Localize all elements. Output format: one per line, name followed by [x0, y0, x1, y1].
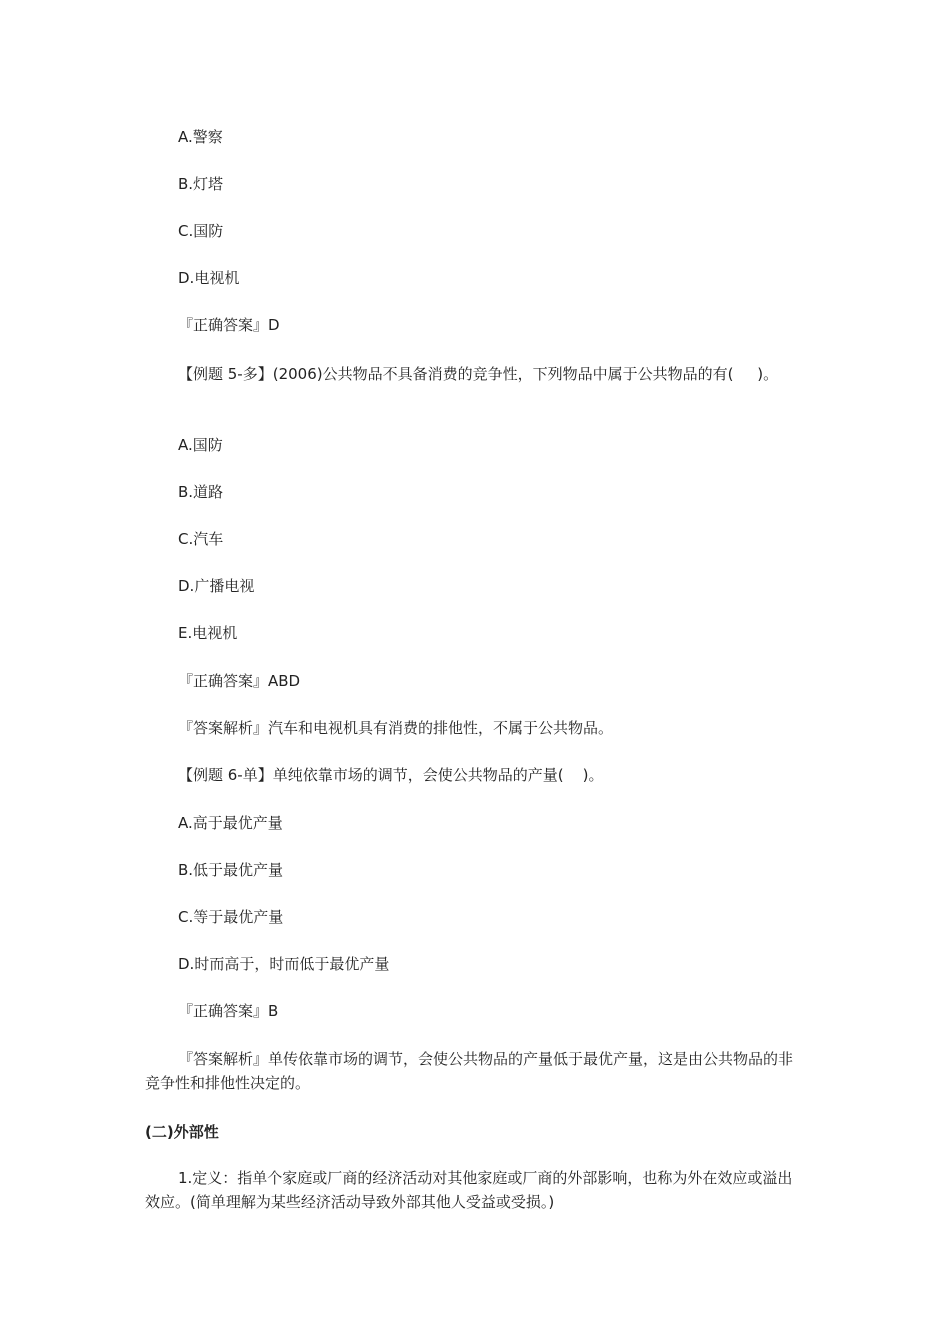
definition-paragraph: 1.定义：指单个家庭或厂商的经济活动对其他家庭或厂商的外部影响，也称为外在效应或溢出效应。(简单理解为某些经济活动导致外部其他人受益或受损。) [145, 1169, 793, 1211]
correct-answer: 『正确答案』D [178, 316, 280, 334]
option-c: C.汽车 [178, 530, 224, 548]
option-b: B.道路 [178, 483, 224, 501]
section-heading-externality: (二)外部性 [145, 1123, 219, 1141]
answer-explanation: 『答案解析』汽车和电视机具有消费的排他性，不属于公共物品。 [178, 719, 614, 737]
option-a: A.国防 [178, 436, 223, 454]
option-d: D.时而高于，时而低于最优产量 [178, 955, 390, 973]
option-e: E.电视机 [178, 624, 238, 642]
answer-explanation: 『答案解析』单传依靠市场的调节，会使公共物品的产量低于最优产量，这是由公共物品的非竞争性和排他性决定的。 [145, 1050, 794, 1092]
option-d: D.广播电视 [178, 577, 255, 595]
option-a: A.高于最优产量 [178, 814, 283, 832]
correct-answer: 『正确答案』B [178, 1002, 279, 1020]
option-c-national-defense: C.国防 [178, 222, 224, 240]
option-b-lighthouse: B.灯塔 [178, 175, 224, 193]
option-b: B.低于最优产量 [178, 861, 284, 879]
option-d-television: D.电视机 [178, 269, 240, 287]
example-5-question: 【例题 5-多】(2006)公共物品不具备消费的竞争性，下列物品中属于公共物品的有( )。 [178, 365, 779, 383]
example-6-question: 【例题 6-单】单纯依靠市场的调节，会使公共物品的产量( )。 [178, 766, 604, 784]
option-a-police: A.警察 [178, 128, 223, 146]
correct-answer: 『正确答案』ABD [178, 672, 301, 690]
option-c: C.等于最优产量 [178, 908, 284, 926]
